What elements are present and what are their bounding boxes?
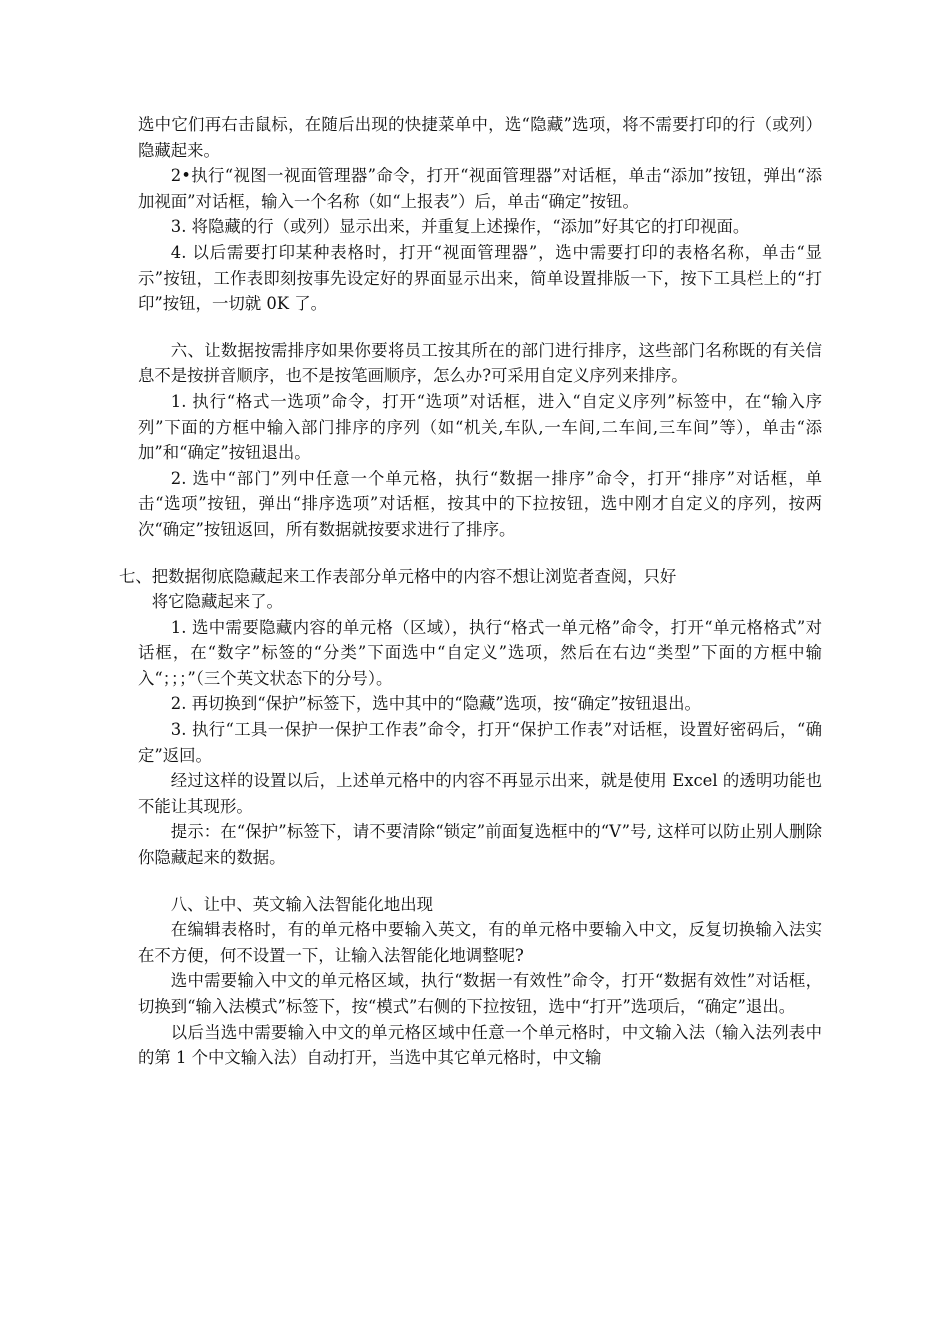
paragraph-sort-step-1: 1. 执行“格式一选项”命令，打开“选项”对话框，进入“自定义序列”标签中，在“输入序列”下面的方框中输入部门排序的序列（如“机关,车队,一车间,二车间,三车间”等），单击“添加”和“确定”按钮退出。 (138, 391, 822, 463)
paragraph-input-method-result: 以后当选中需要输入中文的单元格区域中任意一个单元格时，中文输入法（输入法列表中的第 1 个中文输入法）自动打开，当选中其它单元格时，中文输 (138, 1022, 822, 1068)
paragraph-step-4-print-view: 4. 以后需要打印某种表格时，打开“视面管理器”，选中需要打印的表格名称，单击“显示”按钮，工作表即刻按事先设定好的界面显示出来，简单设置排版一下，按下工具栏上的“打印”按钮，一切就 0K 了。 (138, 242, 822, 314)
section-heading-eight-input-method: 八、让中、英文输入法智能化地出现 (170, 894, 434, 914)
paragraph-hide-tip: 提示：在“保护”标签下，请不要清除“锁定”前面复选框中的“V”号, 这样可以防止别人删除你隐藏起来的数据。 (138, 822, 822, 868)
section-spacer (138, 317, 822, 338)
paragraph-input-method-intro: 在编辑表格时，有的单元格中要输入英文，有的单元格中要输入中文，反复切换输入法实在不方便，何不设置一下，让输入法智能化地调整呢? (138, 920, 822, 965)
paragraph-sort-step-2: 2. 选中“部门”列中任意一个单元格，执行“数据一排序”命令，打开“排序”对话框，单击“选项”按钮，弹出“排序选项”对话框，按其中的下拉按钮，选中刚才自定义的序列，按两次“确定”按钮返回，所有数据就按要求进行了排序。 (138, 468, 822, 539)
paragraph-input-method-steps: 选中需要输入中文的单元格区域，执行“数据一有效性”命令，打开“数据有效性”对话框，切换到“输入法模式”标签下，按“模式”右侧的下拉按钮，选中“打开”选项后，“确定”退出。 (138, 971, 822, 1016)
paragraph-hide-step-1: 1. 选中需要隐藏内容的单元格（区域），执行“格式一单元格”命令，打开“单元格格式”对话框，在“数字”标签的“分类”下面选中“自定义”选项，然后在右边“类型”下面的方框中输入“；；；”（三个英文状态下的分号）。 (138, 617, 822, 688)
section-spacer (138, 543, 822, 564)
section-heading-seven-hide: 七、把数据彻底隐藏起来工作表部分单元格中的内容不想让浏览者查阅，只好 (119, 566, 677, 586)
paragraph-step-3-show-rows: 3. 将隐藏的行（或列）显示出来，并重复上述操作，“添加”好其它的打印视面。 (170, 217, 750, 237)
paragraph-hide-result: 经过这样的设置以后，上述单元格中的内容不再显示出来，就是使用 Excel 的透明功能也不能让其现形。 (138, 771, 822, 816)
section-spacer (138, 871, 822, 892)
section-heading-seven-hide-continued: 将它隐藏起来了。 (151, 592, 283, 612)
section-heading-six-sort: 六、让数据按需排序如果你要将员工按其所在的部门进行排序，这些部门名称既的有关信息不是按拼音顺序，也不是按笔画顺序，怎么办?可采用自定义序列来排序。 (138, 340, 822, 386)
paragraph-hide-rows-continued: 选中它们再右击鼠标，在随后出现的快捷菜单中，选“隐藏”选项，将不需要打印的行（或列）隐藏起来。 (138, 115, 822, 160)
paragraph-hide-step-2: 2. 再切换到“保护”标签下，选中其中的“隐藏”选项，按“确定”按钮退出。 (170, 694, 701, 714)
paragraph-step-2-add-view: 2•执行“视图一视面管理器”命令，打开“视面管理器”对话框，单击“添加”按钮，弹出“添加视面”对话框，输入一个名称（如“上报表”）后，单击“确定”按钮。 (138, 166, 822, 211)
document-body (119, 112, 822, 1071)
paragraph-hide-step-3: 3. 执行“工具一保护一保护工作表”命令，打开“保护工作表”对话框，设置好密码后，“确定”返回。 (138, 720, 822, 765)
